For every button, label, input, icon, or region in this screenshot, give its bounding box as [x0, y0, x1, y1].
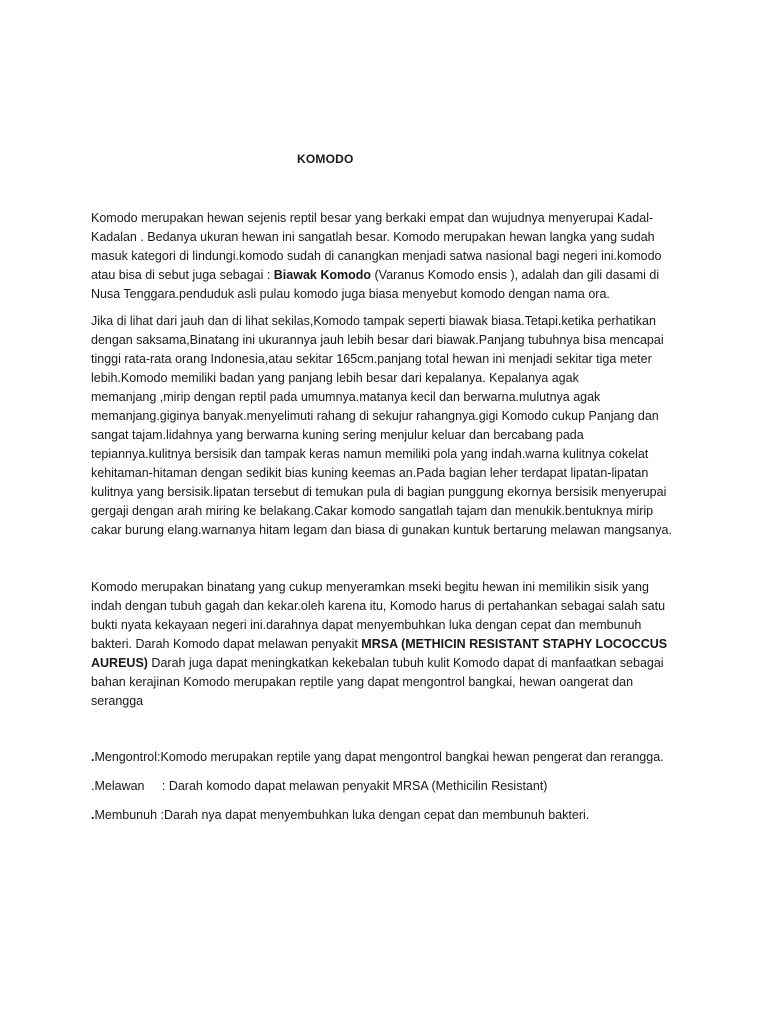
list-item-melawan	[91, 777, 691, 796]
bold-term: MRSA (METHICIN RESISTANT STAPHY LOCOCCUS	[361, 637, 668, 651]
bullet-dot: .	[91, 750, 95, 764]
paragraph-line: gergaji dengan arah miring ke belakang.Cakar komodo sangatlah tajam dan menukik.bentuknya mirip	[91, 504, 654, 518]
paragraph-line: Nusa Tenggara.penduduk asli pulau komodo juga biasa menyebut komodo dengan nama ora.	[91, 287, 610, 301]
list-item-line	[91, 748, 691, 767]
text-run: atau bisa di sebut juga sebagai :	[91, 268, 274, 282]
paragraph-intro	[91, 209, 691, 304]
list-item-mengontrol	[91, 748, 691, 767]
paragraph-line: cakar burung elang.warnanya hitam legam dan biasa di gunakan kuntuk bertarung melawan mangsanya.	[91, 523, 672, 537]
text-run: bakteri. Darah Komodo dapat melawan penyakit	[91, 637, 362, 651]
paragraph-line: Kadalan . Bedanya ukuran hewan ini sangatlah besar. Komodo merupakan hewan langka yang sudah	[91, 230, 655, 244]
list-item-text: Melawan : Darah komodo dapat melawan penyakit MRSA (Methicilin Resistant)	[94, 779, 548, 793]
paragraph-line: sangat tajam.lidahnya yang berwarna kuning sering menjulur keluar dan bercabang pada	[91, 428, 584, 442]
paragraph-line: bukti nyata kekayaan negeri ini.darahnya dapat menyembuhkan luka dengan cepat dan membunuh	[91, 618, 642, 632]
list-item-text: Mengontrol:Komodo merupakan reptile yang dapat mengontrol bangkai hewan pengerat dan rerangga.	[94, 750, 664, 764]
paragraph-line: dengan saksama,Binatang ini ukurannya jauh lebih besar dari biawak.Panjang tubuhnya bisa mencapai	[91, 333, 664, 347]
paragraph-description	[91, 312, 691, 540]
paragraph-line: Komodo merupakan hewan sejenis reptil besar yang berkaki empat dan wujudnya menyerupai Kadal-	[91, 211, 654, 225]
paragraph-line	[91, 654, 691, 673]
list-item-line	[91, 777, 691, 796]
paragraph-line: memanjang ,mirip dengan reptil pada umumnya.matanya kecil dan berwarna.mulutnya agak	[91, 390, 601, 404]
bold-term: Biawak Komodo	[273, 268, 372, 282]
paragraph-line: kehitaman-hitaman dengan sedikit bias kuning keemas an.Pada bagian leher terdapat lipatan-lipatan	[91, 466, 649, 480]
paragraph-line: masuk kategori di lindungi.komodo sudah di canangkan menjadi satwa nasional bagi negeri ini.komodo	[91, 249, 662, 263]
paragraph-line: tinggi rata-rata orang Indonesia,atau sekitar 165cm.panjang total hewan ini menjadi sekitar tiga meter	[91, 352, 652, 366]
bold-term: AUREUS)	[91, 656, 148, 670]
paragraph-line: bahan kerajinan Komodo merupakan reptile yang dapat mengontrol bangkai, hewan oangerat dan	[91, 675, 634, 689]
paragraph-line: Jika di lihat dari jauh dan di lihat sekilas,Komodo tampak seperti biawak biasa.Tetapi.ketika perhatikan	[91, 314, 656, 328]
paragraph-line: indah dengan tubuh gagah dan kekar.oleh karena itu, Komodo harus di pertahankan sebagai salah satu	[91, 599, 666, 613]
paragraph-line: Komodo merupakan binatang yang cukup menyeramkan mseki begitu hewan ini memilikin sisik yang	[91, 580, 649, 594]
paragraph-line: kulitnya yang bersisik.lipatan tersebut di temukan pula di bagian punggung ekornya bersisik menyerupai	[91, 485, 667, 499]
paragraph-benefits	[91, 578, 691, 711]
paragraph-line: memanjang.giginya banyak.menyelimuti rahang di sekujur rahangnya.gigi Komodo cukup Panjang dan	[91, 409, 659, 423]
document-title: KOMODO	[297, 152, 354, 166]
paragraph-line: serangga	[91, 694, 144, 708]
paragraph-line: tepiannya.kulitnya bersisik dan tampak keras namun memiliki pola yang indah.warna kulitnya cokelat	[91, 447, 649, 461]
paragraph-line	[91, 635, 691, 654]
bullet-dot: .	[91, 808, 95, 822]
list-item-text: Membunuh :Darah nya dapat menyembuhkan luka dengan cepat dan membunuh bakteri.	[94, 808, 590, 822]
list-item-line	[91, 806, 691, 825]
paragraph-line: lebih.Komodo memiliki badan yang panjang lebih besar dari kepalanya. Kepalanya agak	[91, 371, 579, 385]
bullet-dot: .	[91, 779, 95, 793]
text-run: Darah juga dapat meningkatkan kekebalan tubuh kulit Komodo dapat di manfaatkan sebagai	[147, 656, 664, 670]
list-item-membunuh	[91, 806, 691, 825]
text-run: (Varanus Komodo ensis ), adalah dan gili dasami di	[371, 268, 660, 282]
paragraph-line	[91, 266, 691, 285]
